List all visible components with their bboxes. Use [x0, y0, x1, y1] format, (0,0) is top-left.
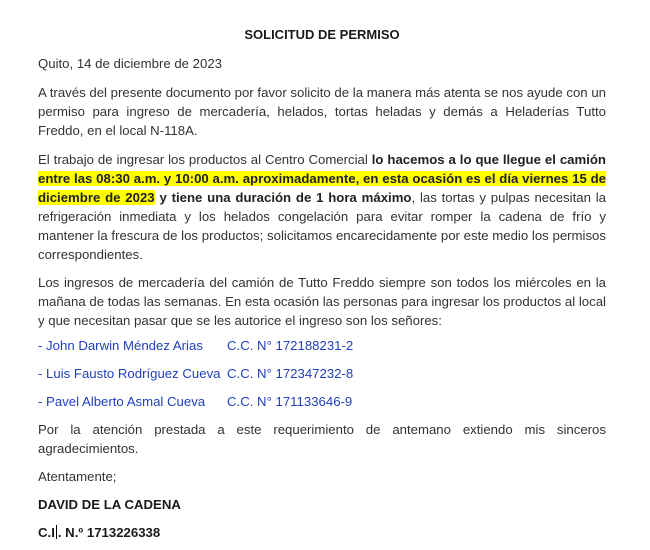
person-item: [38, 336, 606, 355]
schedule-highlight-time: entre las 08:30 a.m. y 10:00 a.m. aproximadamente, en esta ocasión es el día viernes 15 de diciembre de 2023: [38, 171, 606, 205]
date-line: Quito, 14 de diciembre de 2023: [38, 56, 223, 71]
document-title: SOLICITUD DE PERMISO: [244, 27, 400, 42]
closing-line: Atentamente;: [38, 469, 117, 484]
person-name: - John Darwin Méndez Arias: [38, 338, 203, 353]
signature-ci[interactable]: [38, 523, 606, 542]
document-page: [38, 26, 606, 542]
signature-name: DAVID DE LA CADENA: [38, 497, 181, 512]
signature-ci-prefix: C.I: [38, 525, 55, 540]
schedule-bold-truck: lo hacemos a lo que llegue el camión: [371, 152, 606, 167]
person-item: [38, 392, 606, 411]
person-item: [38, 364, 606, 383]
signature-ci-number: . N.º 1713226338: [57, 525, 161, 540]
schedule-bold-duration: y tiene una duración de 1 hora máximo: [154, 190, 412, 205]
paragraph-schedule: [38, 150, 606, 264]
person-id: C.C. N° 171133646-9: [227, 394, 353, 409]
text-cursor: [56, 525, 57, 539]
paragraph-persons-intro: Los ingresos de mercadería del camión de Tutto Freddo siempre son todos los miércoles en la mañana de todas las semanas. En esta ocasión las personas para ingresar los productos al local y que necesitan pasar que se les autorice el ingreso son los señores:: [38, 275, 606, 328]
person-name: - Luis Fausto Rodríguez Cueva: [38, 366, 221, 381]
schedule-text-intro: El trabajo de ingresar los productos al Centro Comercial: [38, 152, 372, 167]
person-name: - Pavel Alberto Asmal Cueva: [38, 394, 206, 409]
person-id: C.C. N° 172347232-8: [227, 366, 354, 381]
person-id: C.C. N° 172188231-2: [227, 338, 354, 353]
schedule-text-rest: , las tortas y pulpas necesitan la refrigeración inmediata y los helados congelación para evitar romper la cadena de frío y mantener la frescura de los productos; solicitamos encarecidamente por este medio los permisos correspondientes.: [38, 190, 606, 262]
paragraph-thanks: Por la atención prestada a este requerimiento de antemano extiendo mis sinceros agradecimientos.: [38, 422, 606, 456]
paragraph-request: A través del presente documento por favor solicito de la manera más atenta se nos ayude con un permiso para ingreso de mercadería, helados, tortas heladas y demás a Heladerías Tutto Freddo, en el local N-118A.: [38, 85, 606, 138]
